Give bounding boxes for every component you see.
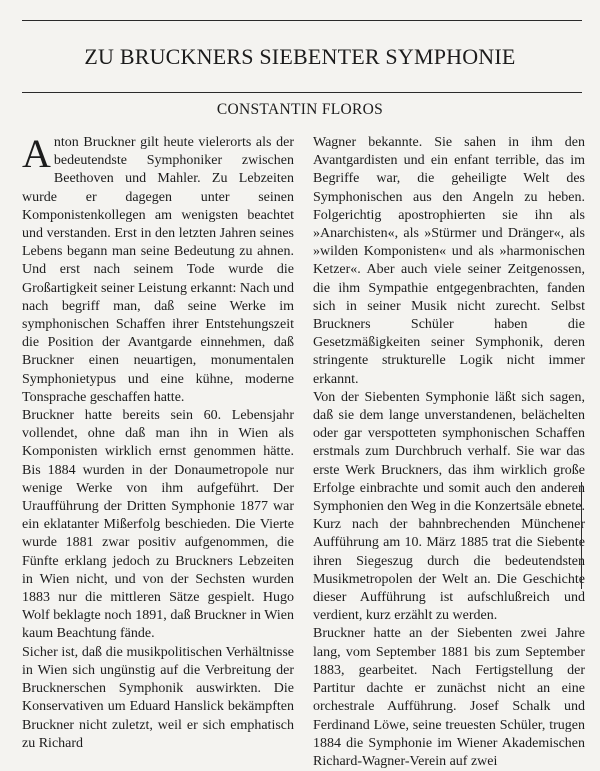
paragraph: Von der Siebenten Symphonie läßt sich sagen, daß sie dem lange unverstandenen, belächelten oder gar verspotteten symphonischen Schaffen erstmals zum Durchbruch verhalf. Sie war das erste Werk Bruckners, das ihm wirklich große Erfolge einbrachte und somit auch den anderen Symphonien den Weg in die Konzertsäle ebnete. Kurz nach der bahnbrechenden Münchener Aufführung am 10. März 1885 trat die Siebente ihren Siegeszug durch die bedeutendsten Musikmetropolen der Welt an. Die Geschichte dieser Aufführung ist aufschlußreich und verdient, kurz erzählt zu werden. [313, 389, 585, 624]
page-edge-line [581, 482, 582, 589]
drop-cap: A [22, 131, 51, 176]
author-name: CONSTANTIN FLOROS [216, 101, 384, 118]
top-rule [22, 20, 582, 21]
article-title: ZU BRUCKNERS SIEBENTER SYMPHONIE [84, 44, 516, 69]
paragraph: Wagner bekannte. Sie sahen in ihm den Avantgardisten und ein enfant terrible, das im Begriffe war, die geheiligte Welt des Symphonischen aus den Angeln zu heben. Folgerichtig apostrophierten sie ihn als »Anarchisten«, als »Stürmer und Dränger«, als »wilden Komponisten« und als »harmonischen Ketzer«. Aber auch viele seiner Zeitgenossen, die ihm Sympathie entgegenbrachten, fanden sich in seiner Musik nicht zurecht. Selbst Bruckners Schüler haben die Gesetzmäßigkeiten seiner Symphonik, deren stringente strukturelle Logik nicht immer erkannt. [313, 135, 585, 387]
title-rule [22, 92, 582, 93]
right-column [313, 134, 585, 769]
paragraph: Bruckner hatte bereits sein 60. Lebensjahr vollendet, ohne daß man ihn in Wien als Komponisten wirklich ernst genommen hätte. Bis 1884 wurden in der Donaumetropole nur wenige Werke von ihm aufgeführt. Der Uraufführung der Dritten Symphonie 1877 war ein eklatanter Mißerfolg beschieden. Die Vierte wurde 1881 zwar positiv aufgenommen, die Fünfte erklang jedoch zu Bruckners Lebzeiten in Wien nicht, und von der Sechsten wurden 1883 nur die mittleren Sätze gespielt. Hugo Wolf beklagte noch 1891, daß Bruckner in Wien kaum Beachtung fände. [22, 408, 294, 642]
paragraph: Bruckner hatte an der Siebenten zwei Jahre lang, vom September 1881 bis zum September 1883, gearbeitet. Nach Fertigstellung der Partitur dachte er zunächst nicht an eine orchestrale Aufführung. Josef Schalk und Ferdinand Löwe, seine treuesten Schüler, trugen 1884 die Symphonie im Wiener Akademischen Richard-Wagner-Verein auf zwei [313, 626, 585, 769]
left-column [22, 131, 294, 751]
paragraph-text: nton Bruckner gilt heute vielerorts als der bedeutendste Symphoniker zwischen Beethoven und Mahler. Zu Lebzeiten wurde er dagegen unter seinen Komponistenkollegen am wenigsten beachtet und verstanden. Erst in den letzten Jahren seines Lebens begann man seine Bedeutung zu ahnen. Und erst nach seinem Tode wurde die Großartigkeit seiner Leistung erkannt: Nach und nach begriff man, daß seine Werke im symphonischen Schaffen ihrer Entstehungszeit die Position der Avantgarde einnehmen, daß Bruckner einen neuartigen, monumentalen Symphonietypus und eine kühne, moderne Tonsprache geschaffen hatte. [22, 135, 294, 405]
paragraph [22, 131, 294, 407]
paragraph: Sicher ist, daß die musikpolitischen Verhältnisse in Wien sich ungünstig auf die Verbreitung der Brucknerschen Symphonik auswirkten. Die Konservativen um Eduard Hanslick bekämpften Bruckner nicht zuletzt, weil er sich emphatisch zu Richard [22, 644, 294, 751]
